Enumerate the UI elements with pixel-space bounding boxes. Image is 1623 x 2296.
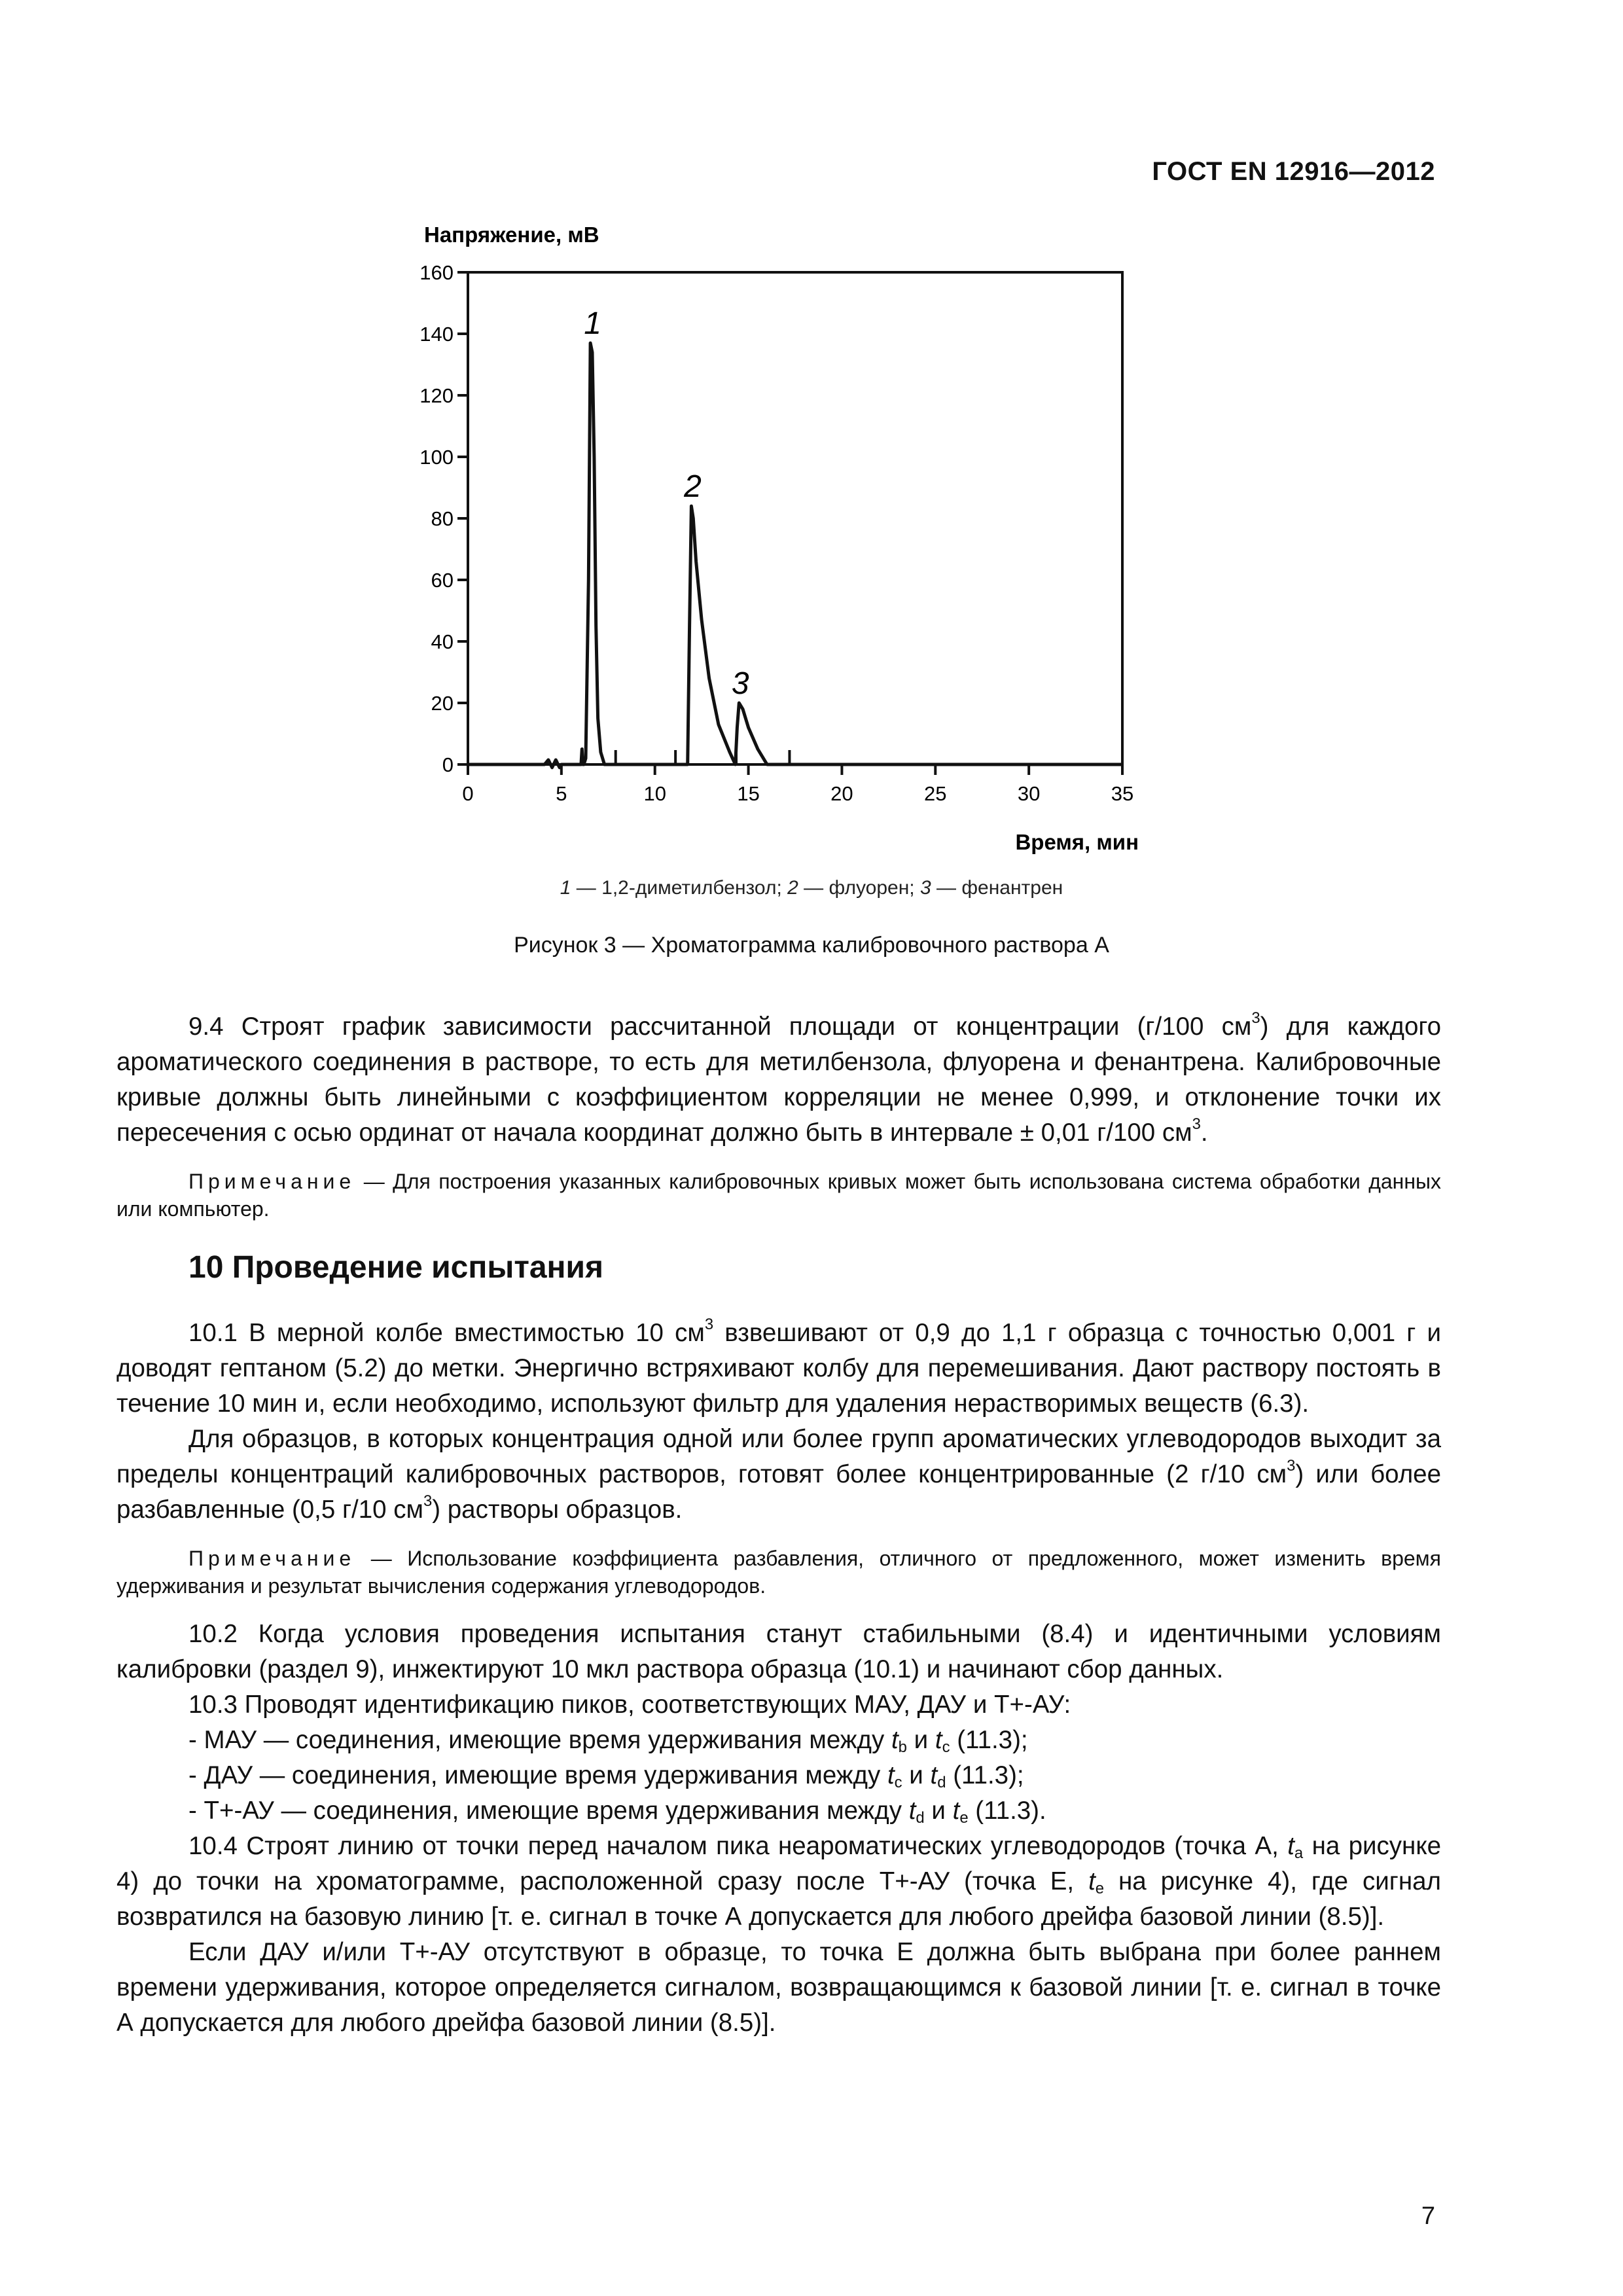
- legend-num-1: 1: [560, 877, 571, 899]
- p9-4-text-a: Строят график зависимости рассчитанной площади от концентрации (г/100 см: [241, 1013, 1252, 1041]
- figure-caption: Рисунок 3 — Хроматограмма калибровочного раствора А: [514, 933, 1109, 958]
- y-axis-label: Напряжение, мВ: [424, 223, 599, 247]
- paragraph-10-3: 10.3 Проводят идентификацию пиков, соответствующих МАУ, ДАУ и Т+-АУ:: [188, 1691, 1071, 1719]
- list-1-s2: d: [937, 1773, 946, 1791]
- x-tick-label: 30: [1017, 782, 1041, 805]
- legend-name-2: флуорен: [829, 877, 910, 899]
- p10-1b-sup-b: 3: [423, 1492, 433, 1511]
- y-tick-label: 0: [442, 753, 454, 776]
- y-tick-label: 140: [419, 323, 454, 346]
- legend-name-3: фенантрен: [961, 877, 1063, 899]
- y-tick-label: 80: [431, 507, 454, 530]
- paragraph-10-4: [116, 1829, 1441, 1935]
- figure-legend: 1 — 1,2-диметилбензол; 2 — флуорен; 3 — фенантрен: [560, 877, 1063, 899]
- list-2-s2: e: [959, 1808, 969, 1827]
- section-10-heading: 10 Проведение испытания: [188, 1250, 604, 1285]
- list-0-t2: t: [935, 1726, 942, 1754]
- note-1-text: — Для построения указанных калибровочных кривых может быть использована система обработки данных или компьютер.: [116, 1170, 1442, 1221]
- p9-4-sup-a: 3: [1251, 1009, 1260, 1028]
- list-1-s1: c: [894, 1773, 902, 1791]
- paragraph-9-4: [116, 1009, 1441, 1151]
- list-2-end: (11.3).: [968, 1797, 1046, 1825]
- list-0-mid: и: [906, 1726, 935, 1754]
- list-2-t1: t: [908, 1797, 916, 1825]
- p10-4-t-e: t: [1088, 1867, 1096, 1895]
- x-tick-label: 25: [924, 782, 947, 805]
- y-tick-label: 40: [431, 630, 454, 653]
- list-1-prefix: - ДАУ — соединения, имеющие время удерживания между: [188, 1761, 887, 1789]
- note-2-label: Примечание: [188, 1547, 356, 1570]
- p10-1b-text-a: Для образцов, в которых концентрация одной или более групп ароматических углеводородов выходит за пределы концентраций калибровочных растворов, готовят более концентрированные (2 г/10 см: [116, 1425, 1441, 1488]
- x-tick-label: 0: [462, 782, 474, 805]
- note-1: [116, 1168, 1441, 1223]
- x-tick-label: 20: [830, 782, 853, 805]
- note-1-label: Примечание: [188, 1170, 356, 1193]
- note-2: [116, 1545, 1441, 1600]
- p10-4-t-a: t: [1287, 1832, 1294, 1860]
- p10-1b-text-b: ) или более разбавленные (0,5 г/10 см: [116, 1460, 1441, 1524]
- x-tick-label: 35: [1111, 782, 1134, 805]
- list-2-prefix: - Т+-АУ — соединения, имеющие время удерживания между: [188, 1797, 909, 1825]
- y-tick-label: 120: [419, 384, 454, 407]
- document-code: ГОСТ EN 12916—2012: [1152, 157, 1435, 186]
- p10-4-s-e: e: [1095, 1879, 1105, 1897]
- p9-4-text-b: ) для каждого ароматического соединения в растворе, то есть для метилбензола, флуорена и фенантрена. Калибровочные кривые должны быть линейными с коэффициентом корреляции не менее 0,999, и отклонение точки их пересечения с осью ординат от начала координат должно быть в интервале ± 0,01 г/100 см: [116, 1013, 1441, 1147]
- list-item-dau: [116, 1758, 1441, 1793]
- legend-num-3: 3: [919, 877, 931, 899]
- list-2-t2: t: [952, 1797, 960, 1825]
- list-1-end: (11.3);: [946, 1761, 1024, 1789]
- p10-4-s-a: a: [1294, 1844, 1304, 1862]
- y-tick-label: 20: [431, 692, 454, 715]
- paragraph-10-1: [116, 1316, 1441, 1422]
- legend-num-2: 2: [787, 877, 798, 899]
- list-0-prefix: - МАУ — соединения, имеющие время удерживания между: [188, 1726, 891, 1754]
- clause-number-9-4: 9.4: [188, 1013, 224, 1041]
- y-tick-label: 60: [431, 569, 454, 592]
- list-0-s1: b: [898, 1738, 907, 1756]
- list-item-mau: [116, 1723, 1441, 1758]
- note-2-text: — Использование коэффициента разбавления, отличного от предложенного, может изменить время удерживания и результат вычисления содержания углеводородов.: [116, 1547, 1442, 1598]
- p10-1-text-b: взвешивают от 0,9 до 1,1 г образца с точностью 0,001 г и доводят гептаном (5.2) до метки. Энергично встряхивают колбу для перемешивания. Дают раствору постоять в течение 10 мин и, если необходимо, используют фильтр для удаления нерастворимых веществ (6.3).: [116, 1319, 1441, 1418]
- chromatogram-chart: [366, 216, 1178, 870]
- peak-label: 1: [584, 306, 601, 342]
- y-tick-label: 100: [419, 446, 454, 469]
- paragraph-10-2: 10.2 Когда условия проведения испытания станут стабильными (8.4) и идентичными условиям калибровки (раздел 9), инжектируют 10 мкл раствора образца (10.1) и начинают сбор данных.: [116, 1620, 1441, 1683]
- list-1-t1: t: [887, 1761, 895, 1789]
- x-tick-label: 5: [556, 782, 567, 805]
- p10-1-sup-a: 3: [704, 1316, 714, 1334]
- y-tick-label: 160: [419, 261, 454, 284]
- list-1-t2: t: [930, 1761, 938, 1789]
- list-0-t1: t: [891, 1726, 899, 1754]
- p10-1-text-a: 10.1 В мерной колбе вместимостью 10 см: [188, 1319, 705, 1347]
- list-0-end: (11.3);: [950, 1726, 1028, 1754]
- list-0-s2: c: [942, 1738, 950, 1756]
- p9-4-sup-b: 3: [1192, 1115, 1201, 1134]
- p10-1b-text-c: ) растворы образцов.: [432, 1496, 683, 1524]
- peak-label: 2: [684, 469, 702, 505]
- p10-1b-sup-a: 3: [1287, 1457, 1296, 1475]
- list-item-tau: [116, 1793, 1441, 1829]
- paragraph-10-1-b: [116, 1422, 1441, 1528]
- peak-label: 3: [731, 666, 749, 701]
- list-2-mid: и: [924, 1797, 953, 1825]
- paragraph-10-4-b: Если ДАУ и/или Т+-АУ отсутствуют в образце, то точка Е должна быть выбрана при более раннем времени удерживания, которое определяется сигналом, возвращающимся к базовой линии [т. е. сигнал в точке А допускается для любого дрейфа базовой линии (8.5)].: [116, 1938, 1441, 2037]
- body-text: [116, 1009, 1441, 2041]
- page-number: 7: [1421, 2202, 1435, 2230]
- list-1-mid: и: [902, 1761, 931, 1789]
- plot-frame: [468, 272, 1122, 764]
- p10-4-text-b: на рисунке 4) до точки на хроматограмме, расположенной сразу после Т+-АУ (точка Е,: [116, 1832, 1442, 1895]
- x-tick-label: 10: [643, 782, 666, 805]
- p10-4-text-a: 10.4 Строят линию от точки перед началом пика неароматических углеводородов (точка А,: [188, 1832, 1288, 1860]
- x-axis-label: Время, мин: [1015, 830, 1139, 854]
- p10-4-text-c: на рисунке 4), где сигнал возвратился на базовую линию [т. е. сигнал в точке А допускается для любого дрейфа базовой линии (8.5)].: [116, 1867, 1441, 1931]
- p9-4-text-c: .: [1200, 1119, 1208, 1147]
- x-tick-label: 15: [737, 782, 760, 805]
- list-2-s1: d: [916, 1808, 925, 1827]
- chromatogram-series-line: [468, 343, 1122, 768]
- legend-name-1: 1,2-диметилбензол: [601, 877, 777, 899]
